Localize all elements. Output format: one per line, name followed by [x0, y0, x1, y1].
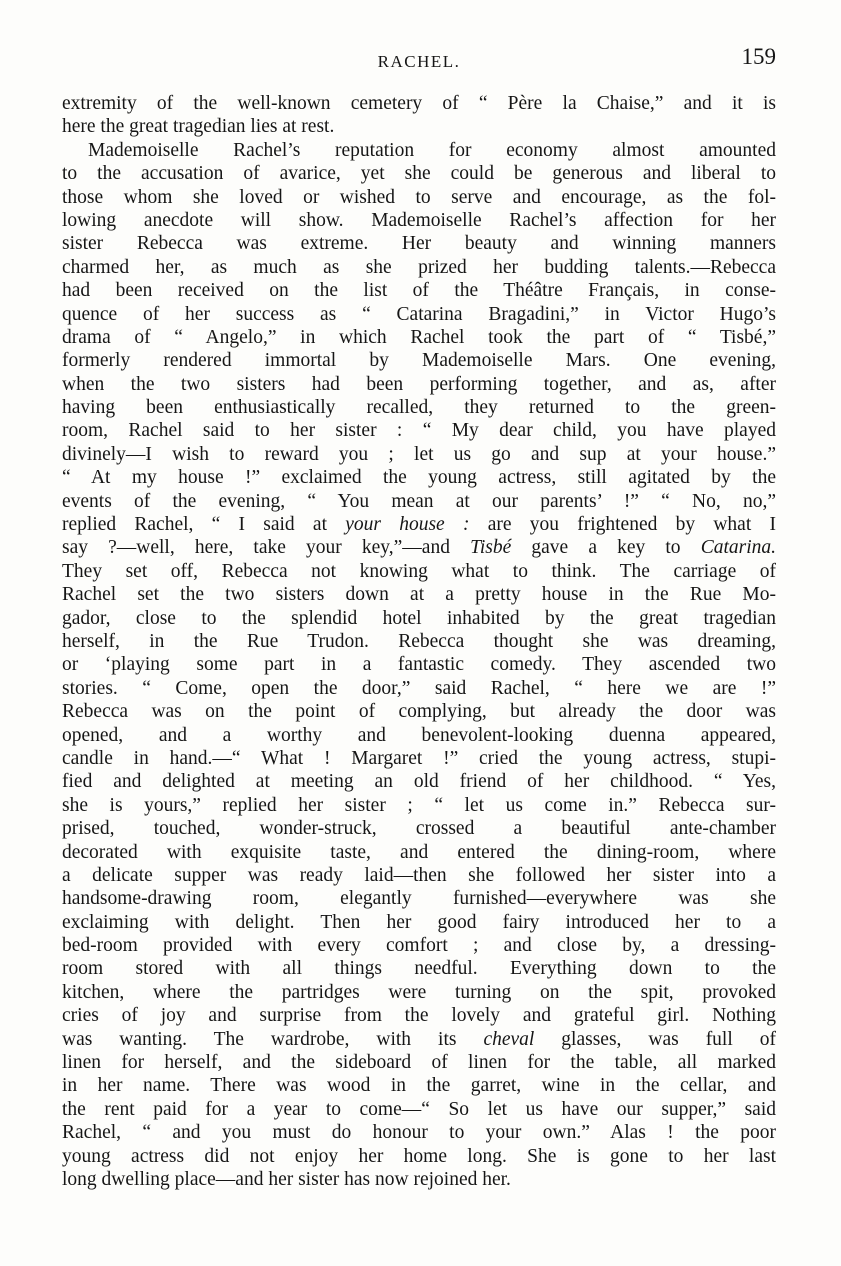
text-line [62, 1121, 776, 1144]
page-header [62, 44, 776, 78]
text-line [62, 1145, 776, 1168]
line-text: prised, touched, wonder-struck, crossed a beautiful ante-chamber [62, 818, 776, 840]
line-text: drama of “ Angelo,” in which Rachel took the part of “ Tisbé,” [62, 326, 776, 348]
line-text: when the two sisters had been performing together, and as, after [62, 373, 776, 395]
line-text: having been enthusiastically recalled, they returned to the green- [62, 397, 776, 419]
text-line [62, 934, 776, 957]
text-line [62, 864, 776, 887]
text-line [62, 583, 776, 606]
line-text: room, Rachel said to her sister : “ My dear child, you have played [62, 420, 776, 442]
text-line [62, 724, 776, 747]
line-text: sister Rebecca was extreme. Her beauty and winning manners [62, 233, 776, 255]
line-text: events of the evening, “ You mean at our parents’ !” “ No, no,” [62, 490, 776, 512]
text-line [62, 1168, 776, 1191]
line-text: are you frightened by what I [469, 514, 776, 536]
line-text: linen for herself, and the sideboard of linen for the table, all marked [62, 1052, 776, 1074]
line-text: quence of her success as “ Catarina Bragadini,” in Victor Hugo’s [62, 303, 776, 325]
line-text: bed-room provided with every comfort ; and close by, a dressing- [62, 935, 776, 957]
line-text: young actress did not enjoy her home long. She is gone to her last [62, 1145, 776, 1167]
text-line [62, 513, 776, 536]
line-text: a delicate supper was ready laid—then she followed her sister into a [62, 864, 776, 886]
line-text: handsome-drawing room, elegantly furnished—everywhere was she [62, 888, 776, 910]
line-text: “ At my house !” exclaimed the young actress, still agitated by the [62, 467, 776, 489]
text-line [62, 607, 776, 630]
text-line [62, 209, 776, 232]
text-line [62, 770, 776, 793]
line-text: lowing anecdote will show. Mademoiselle Rachel’s affection for her [62, 209, 776, 231]
text-line [62, 841, 776, 864]
line-text: gador, close to the splendid hotel inhabited by the great tragedian [62, 607, 776, 629]
text-line [62, 490, 776, 513]
text-line [62, 303, 776, 326]
line-text: formerly rendered immortal by Mademoiselle Mars. One evening, [62, 350, 776, 372]
body-text [62, 92, 776, 1191]
text-line [62, 419, 776, 442]
text-line [62, 700, 776, 723]
line-text: had been received on the list of the Théâtre Français, in conse- [62, 280, 776, 302]
line-text: say ?—well, here, take your key,”—and [62, 537, 471, 559]
text-line [62, 162, 776, 185]
line-text: stories. “ Come, open the door,” said Rachel, “ here we are !” [62, 677, 776, 699]
text-line [62, 115, 776, 138]
text-line [62, 186, 776, 209]
line-text: Rachel, “ and you must do honour to your own.” Alas ! the poor [62, 1122, 776, 1144]
line-text: here the great tragedian lies at rest. [62, 116, 335, 138]
line-text: candle in hand.—“ What ! Margaret !” cried the young actress, stupi- [62, 747, 776, 769]
line-text: opened, and a worthy and benevolent-looking duenna appeared, [62, 724, 776, 746]
text-line [62, 349, 776, 372]
line-text: or ‘playing some part in a fantastic comedy. They ascended two [62, 654, 776, 676]
line-text: replied Rachel, “ I said at [62, 514, 346, 536]
line-text: charmed her, as much as she prized her budding talents.—Rebecca [62, 256, 776, 278]
line-text: extremity of the well-known cemetery of “ Père la Chaise,” and it is [62, 93, 776, 114]
line-text: glasses, was full of [534, 1028, 776, 1050]
text-line [62, 957, 776, 980]
line-text: to the accusation of avarice, yet she could be generous and liberal to [62, 163, 776, 185]
text-line [62, 1074, 776, 1097]
line-text: Rachel set the two sisters down at a pretty house in the Rue Mo- [62, 584, 776, 606]
text-line [62, 92, 776, 115]
line-text: kitchen, where the partridges were turning on the spit, provoked [62, 981, 776, 1003]
line-text: fied and delighted at meeting an old friend of her childhood. “ Yes, [62, 771, 776, 793]
text-line [62, 1028, 776, 1051]
page-number: 159 [741, 44, 776, 69]
text-line [62, 677, 776, 700]
line-text: gave a key to [511, 537, 701, 559]
running-title: RACHEL. [377, 52, 461, 71]
line-text: decorated with exquisite taste, and entered the dining-room, where [62, 841, 776, 863]
text-line [62, 326, 776, 349]
italic-text: your house : [345, 514, 470, 536]
text-line [62, 630, 776, 653]
line-text: she is yours,” replied her sister ; “ let us come in.” Rebecca sur- [62, 794, 776, 816]
line-text: was wanting. The wardrobe, with its [62, 1028, 484, 1050]
line-text: herself, in the Rue Trudon. Rebecca thought she was dreaming, [62, 630, 776, 652]
text-line [62, 981, 776, 1004]
text-line [62, 794, 776, 817]
text-line [62, 747, 776, 770]
line-text: Mademoiselle Rachel’s reputation for economy almost amounted [88, 139, 776, 161]
text-line [62, 1051, 776, 1074]
text-line [62, 1098, 776, 1121]
text-line [62, 911, 776, 934]
text-line [62, 653, 776, 676]
line-text: Rebecca was on the point of complying, but already the door was [62, 701, 776, 723]
text-line [62, 560, 776, 583]
text-line [62, 1004, 776, 1027]
text-line [62, 536, 776, 559]
italic-text: Catarina. [700, 537, 776, 559]
text-line [62, 396, 776, 419]
text-line [62, 279, 776, 302]
text-line [62, 139, 776, 162]
italic-text: Tisbé [470, 537, 512, 559]
line-text: the rent paid for a year to come—“ So let us have our supper,” said [62, 1098, 776, 1120]
line-text: those whom she loved or wished to serve and encourage, as the fol- [62, 186, 776, 208]
line-text: exclaiming with delight. Then her good fairy introduced her to a [62, 911, 776, 933]
text-line [62, 817, 776, 840]
italic-text: cheval [483, 1028, 535, 1050]
line-text: They set off, Rebecca not knowing what to think. The carriage of [62, 560, 776, 582]
text-line [62, 443, 776, 466]
text-line [62, 887, 776, 910]
text-line [62, 256, 776, 279]
line-text: cries of joy and surprise from the lovely and grateful girl. Nothing [62, 1005, 776, 1027]
line-text: room stored with all things needful. Everything down to the [62, 958, 776, 980]
line-text: divinely—I wish to reward you ; let us go and sup at your house.” [62, 443, 776, 465]
text-line [62, 373, 776, 396]
text-line [62, 232, 776, 255]
text-line [62, 466, 776, 489]
line-text: in her name. There was wood in the garret, wine in the cellar, and [62, 1075, 776, 1097]
line-text: long dwelling place—and her sister has now rejoined her. [62, 1168, 511, 1190]
